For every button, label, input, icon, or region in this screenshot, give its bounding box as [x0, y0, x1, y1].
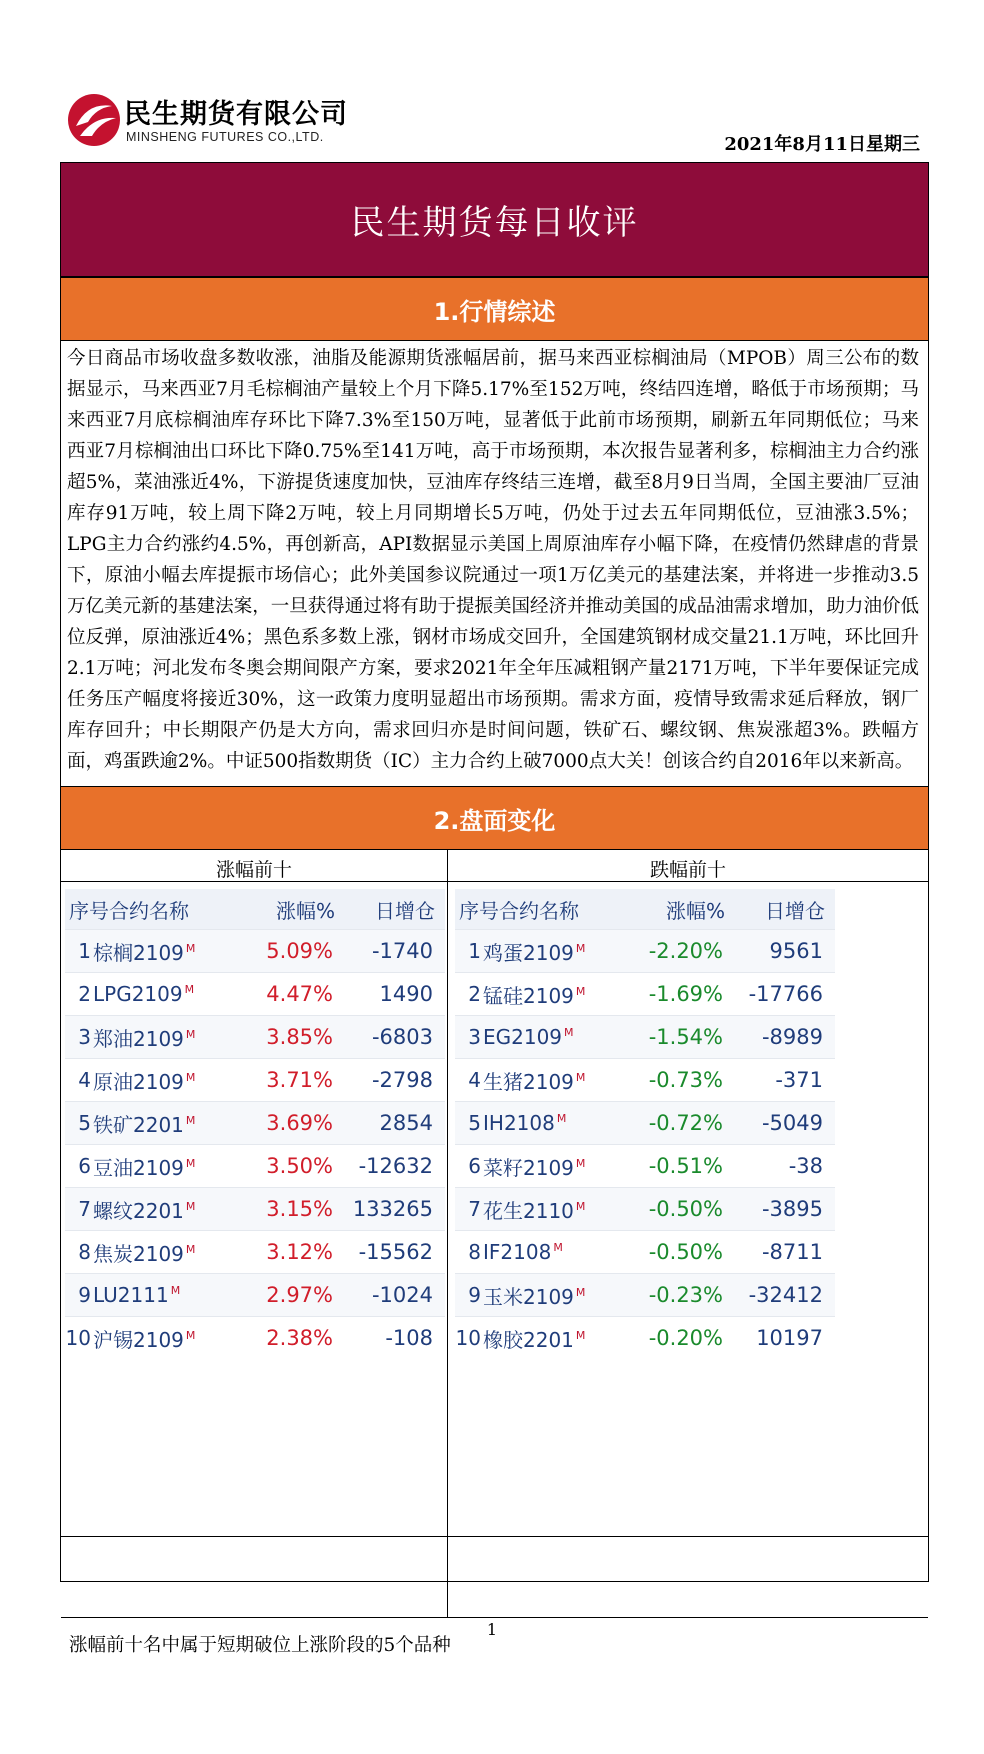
contract-name-text: 玉米2109 [483, 1284, 574, 1309]
contract-name [481, 1195, 633, 1224]
col-header-name: 序号合约名称 [459, 898, 579, 923]
change-percent: 3.12% [266, 1240, 333, 1264]
contract-name-text: 焦炭2109 [93, 1241, 184, 1266]
divider [60, 1536, 929, 1537]
main-contract-flag: M [185, 1328, 196, 1342]
contract-name-text: 沪锡2109 [93, 1327, 184, 1352]
open-interest-change: -32412 [748, 1283, 823, 1307]
change-percent: 3.69% [266, 1111, 333, 1135]
company-name-cn: 民生期货有限公司 [124, 99, 348, 130]
gainers-table-header [65, 889, 445, 929]
contract-name [481, 1240, 633, 1264]
row-index: 2 [78, 982, 91, 1006]
change-percent: -1.69% [648, 982, 723, 1006]
change-percent: 3.71% [266, 1068, 333, 1092]
table-row [455, 1015, 835, 1058]
open-interest-change: -6803 [371, 1025, 433, 1049]
report-frame [60, 162, 929, 1656]
contract-name-text: IF2108 [483, 1240, 552, 1264]
losers-table-header [455, 889, 835, 929]
main-contract-flag: M [575, 1328, 586, 1342]
row-index: 9 [78, 1283, 91, 1307]
change-percent: 2.97% [266, 1283, 333, 1307]
contract-name [91, 1238, 243, 1267]
open-interest-change: -12632 [358, 1154, 433, 1178]
contract-name [481, 1066, 633, 1095]
change-percent: 3.15% [266, 1197, 333, 1221]
table-row [65, 1015, 445, 1058]
gainers-table [65, 889, 445, 1359]
open-interest-change: -8711 [761, 1240, 823, 1264]
table-row [455, 1230, 835, 1273]
contract-name-text: IH2108 [483, 1111, 555, 1135]
section-heading-overview: 1.行情综述 [61, 277, 928, 341]
contract-name [481, 980, 633, 1009]
contract-name-text: 菜籽2109 [483, 1155, 574, 1180]
main-contract-flag: M [575, 1070, 586, 1084]
change-percent: -0.23% [648, 1283, 723, 1307]
contract-name-text: 郑油2109 [93, 1026, 184, 1051]
table-row [455, 1144, 835, 1187]
main-contract-flag: M [575, 941, 586, 955]
open-interest-change: -1024 [371, 1283, 433, 1307]
main-contract-flag: M [553, 1241, 563, 1255]
row-index: 4 [78, 1068, 91, 1092]
contract-name-text: LPG2109 [93, 982, 183, 1006]
column-divider [447, 849, 448, 1617]
main-contract-flag: M [170, 1284, 181, 1298]
row-index: 8 [78, 1240, 91, 1264]
contract-name [91, 1109, 243, 1138]
open-interest-change: 1490 [379, 982, 433, 1006]
col-header-oi: 日增仓 [375, 898, 435, 923]
contract-name [91, 1023, 243, 1052]
col-header-oi: 日增仓 [765, 898, 825, 923]
report-date: 2021年8月11日星期三 [724, 134, 920, 155]
company-name-en: MINSHENG FUTURES CO.,LTD. [126, 130, 324, 144]
change-percent: -0.51% [648, 1154, 723, 1178]
gainers-title: 涨幅前十 [215, 859, 292, 881]
open-interest-change: -3895 [761, 1197, 823, 1221]
main-contract-flag: M [575, 1285, 586, 1299]
page-number: 1 [486, 1620, 498, 1639]
row-index: 4 [468, 1068, 481, 1092]
contract-name-text: 锰硅2109 [483, 983, 574, 1008]
table-row [455, 929, 835, 972]
row-index: 1 [468, 939, 481, 963]
main-contract-flag: M [185, 1199, 196, 1213]
contract-name [481, 1111, 633, 1135]
contract-name [481, 1152, 633, 1181]
row-index: 8 [468, 1240, 481, 1264]
open-interest-change: 9561 [769, 939, 823, 963]
main-contract-flag: M [185, 941, 196, 955]
contract-name [481, 1025, 633, 1049]
row-index: 7 [468, 1197, 481, 1221]
change-percent: 2.38% [266, 1326, 333, 1350]
contract-name [481, 1324, 633, 1353]
company-logo [66, 88, 366, 152]
row-index: 10 [455, 1326, 481, 1350]
contract-name-text: 橡胶2201 [483, 1327, 574, 1352]
contract-name-text: 生猪2109 [483, 1069, 574, 1094]
main-contract-flag: M [564, 1026, 574, 1040]
col-header-pct: 涨幅% [665, 898, 725, 923]
main-contract-flag: M [575, 1156, 586, 1170]
divider [61, 1617, 928, 1618]
table-row [455, 972, 835, 1015]
change-percent: 4.47% [266, 982, 333, 1006]
open-interest-change: -371 [775, 1068, 823, 1092]
row-index: 2 [468, 982, 481, 1006]
table-row [65, 1273, 445, 1316]
contract-name-text: EG2109 [483, 1025, 563, 1049]
breakout-note: 涨幅前十名中属于短期破位上涨阶段的5个品种 [69, 1635, 451, 1656]
row-index: 6 [468, 1154, 481, 1178]
change-percent: 3.50% [266, 1154, 333, 1178]
contract-name-text: 豆油2109 [93, 1155, 184, 1180]
table-row [455, 1273, 835, 1316]
open-interest-change: -2798 [371, 1068, 433, 1092]
table-row [455, 1058, 835, 1101]
open-interest-change: -38 [788, 1154, 823, 1178]
contract-name [91, 937, 243, 966]
main-contract-flag: M [185, 1242, 196, 1256]
change-percent: -0.72% [648, 1111, 723, 1135]
main-contract-flag: M [185, 1027, 196, 1041]
contract-name-text: 花生2110 [483, 1198, 574, 1223]
contract-name-text: 铁矿2201 [93, 1112, 184, 1137]
losers-table [455, 889, 835, 1359]
change-percent: -0.73% [648, 1068, 723, 1092]
row-index: 3 [468, 1025, 481, 1049]
contract-name [91, 1283, 243, 1307]
table-row [455, 1101, 835, 1144]
change-percent: -0.20% [648, 1326, 723, 1350]
row-index: 3 [78, 1025, 91, 1049]
table-row [65, 972, 445, 1015]
table-row [65, 1316, 445, 1359]
main-contract-flag: M [185, 1156, 196, 1170]
open-interest-change: -8989 [761, 1025, 823, 1049]
open-interest-change: -17766 [748, 982, 823, 1006]
main-contract-flag: M [184, 983, 195, 997]
open-interest-change: -15562 [358, 1240, 433, 1264]
row-index: 1 [78, 939, 91, 963]
row-index: 5 [78, 1111, 91, 1135]
change-percent: 3.85% [266, 1025, 333, 1049]
divider [61, 881, 928, 882]
row-index: 7 [78, 1197, 91, 1221]
open-interest-change: -1740 [371, 939, 433, 963]
page-header [60, 86, 930, 156]
table-row [455, 1316, 835, 1359]
contract-name [91, 982, 243, 1006]
change-percent: 5.09% [266, 939, 333, 963]
row-index: 6 [78, 1154, 91, 1178]
contract-name [91, 1152, 243, 1181]
contract-name [91, 1195, 243, 1224]
contract-name-text: 原油2109 [93, 1069, 184, 1094]
row-index: 9 [468, 1283, 481, 1307]
contract-name [91, 1324, 243, 1353]
change-percent: -0.50% [648, 1197, 723, 1221]
col-header-pct: 涨幅% [275, 898, 335, 923]
open-interest-change: 10197 [756, 1326, 823, 1350]
contract-name [481, 937, 633, 966]
contract-name-text: 螺纹2201 [93, 1198, 184, 1223]
col-header-name: 序号合约名称 [69, 898, 189, 923]
losers-title: 跌幅前十 [649, 859, 726, 881]
table-row [65, 1058, 445, 1101]
row-index: 5 [468, 1111, 481, 1135]
section-heading-changes: 2.盘面变化 [61, 786, 928, 850]
change-percent: -0.50% [648, 1240, 723, 1264]
change-percent: -2.20% [648, 939, 723, 963]
table-row [65, 1230, 445, 1273]
table-row [65, 1101, 445, 1144]
contract-name-text: LU2111 [93, 1283, 169, 1307]
main-contract-flag: M [185, 1113, 196, 1127]
open-interest-change: 133265 [352, 1197, 433, 1221]
main-contract-flag: M [575, 984, 586, 998]
open-interest-change: -5049 [761, 1111, 823, 1135]
open-interest-change: 2854 [379, 1111, 433, 1135]
row-index: 10 [65, 1326, 91, 1350]
report-title: 民生期货每日收评 [61, 163, 928, 277]
contract-name [481, 1281, 633, 1310]
contract-name-text: 鸡蛋2109 [483, 940, 574, 965]
minsheng-logo-icon [66, 92, 122, 148]
contract-name-text: 棕榈2109 [93, 940, 184, 965]
contract-name [91, 1066, 243, 1095]
change-percent: -1.54% [648, 1025, 723, 1049]
market-overview-text: 今日商品市场收盘多数收涨，油脂及能源期货涨幅居前，据马来西亚棕榈油局（MPOB）周三公布的数据显示，马来西亚7月毛棕榈油产量较上个月下降5.17%至152万吨，终结四连增，略低于市场预期；马来西亚7月底棕榈油库存环比下降7.3%至150万吨，显著低于此前市场预期，刷新五年同期低位；马来西亚7月棕榈油出口环比下降0.75%至141万吨，高于市场预期，本次报告显著利多，棕榈油主力合约涨超5%，菜油涨近4%，下游提货速度加快，豆油库存终结三连增，截至8月9日当周，全国主要油厂豆油库存91万吨，较上周下降2万吨，较上月同期增长5万吨，仍处于过去五年同期低位，豆油涨3.5%；LPG主力合约涨约4.5%，再创新高，API数据显示美国上周原油库存小幅下降，在疫情仍然肆虐的背景下，原油小幅去库提振市场信心；此外美国参议院通过一项1万亿美元的基建法案，并将进一步推动3.5万亿美元新的基建法案，一旦获得通过将有助于提振美国经济并推动美国的成品油需求增加，助力油价低位反弹，原油涨近4%；黑色系多数上涨，钢材市场成交回升，全国建筑钢材成交量21.1万吨，环比回升2.1万吨；河北发布冬奥会期间限产方案，要求2021年全年压减粗钢产量2171万吨，下半年要保证完成任务压产幅度将接近30%，这一政策力度明显超出市场预期。需求方面，疫情导致需求延后释放，钢厂库存回升；中长期限产仍是大方向，需求回归亦是时间问题，铁矿石、螺纹钢、焦炭涨超3%。跌幅方面，鸡蛋跌逾2%。中证500指数期货（IC）主力合约上破7000点大关！创该合约自2016年以来新高。 [67, 348, 919, 772]
table-row [65, 1144, 445, 1187]
main-contract-flag: M [575, 1199, 586, 1213]
table-row [65, 929, 445, 972]
table-row [65, 1187, 445, 1230]
table-row [455, 1187, 835, 1230]
main-contract-flag: M [556, 1112, 567, 1126]
open-interest-change: -108 [385, 1326, 433, 1350]
main-contract-flag: M [185, 1070, 196, 1084]
